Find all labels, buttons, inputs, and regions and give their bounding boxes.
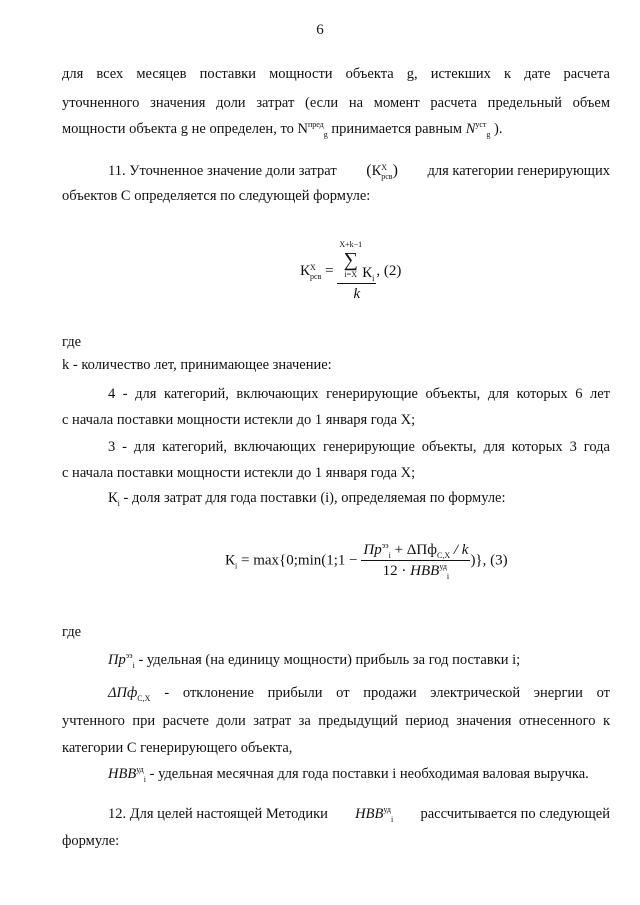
item-3-line-1: 3 - для категорий, включающих генерирующие объекты, для которых 3 года bbox=[108, 439, 610, 455]
f2-lhs-sup: X bbox=[310, 262, 316, 272]
p1-line-1: для всех месяцев поставки мощности объекта g, истекших к дате расчета bbox=[62, 66, 610, 82]
f3-dpf: + ΔПф bbox=[390, 542, 437, 558]
f3-pr-sub: i bbox=[388, 551, 391, 560]
k-sup: X bbox=[381, 162, 388, 172]
dpf-sym: ΔПф bbox=[108, 685, 138, 701]
dpf-definition-line-3: категории С генерирующего объекта, bbox=[62, 740, 293, 756]
k-sub: рсв bbox=[381, 171, 393, 181]
f2-den-k: k bbox=[353, 286, 361, 302]
f3-den-sup: уд bbox=[439, 562, 447, 571]
p12-line-1 bbox=[108, 806, 610, 823]
f2-numerator bbox=[337, 240, 376, 284]
p12-text-b: рассчитывается по следующей bbox=[420, 806, 610, 822]
ki-def-text: - доля затрат для года поставки (i), определяемая по формуле: bbox=[119, 490, 506, 506]
f2-lhs-sub: рсв bbox=[310, 271, 322, 281]
p11-text-b: для категории генерирующих bbox=[427, 162, 610, 179]
p1-line-3 bbox=[62, 121, 503, 138]
p1-line-2: уточненного значения доли затрат (если на момент расчета предельный объем bbox=[62, 95, 610, 111]
p12-text-a: 12. Для целей настоящей Методики bbox=[108, 806, 328, 822]
f2-sum-top: X+k−1 bbox=[339, 240, 363, 249]
dpf-definition-line-1 bbox=[108, 685, 610, 702]
item-4-line-2: с начала поставки мощности истекли до 1 января года X; bbox=[62, 412, 416, 428]
n-ust-sup: уст bbox=[475, 120, 487, 130]
f2-ki: К bbox=[362, 265, 373, 281]
f3-div-k: / k bbox=[450, 542, 469, 558]
p11-line-1 bbox=[108, 162, 610, 181]
hbb-sub: i bbox=[143, 774, 146, 784]
f3-den-12: 12 · bbox=[382, 563, 411, 579]
pr-def-text: - удельная (на единицу мощности) прибыль за год поставки i; bbox=[134, 652, 521, 668]
f2-sum bbox=[339, 240, 362, 280]
dpf-definition-line-2: учтенного при расчете доли затрат за предыдущий период значения отнесенного к bbox=[62, 713, 610, 729]
f3-den-hbb: НВВ bbox=[410, 563, 440, 579]
f3-denominator bbox=[361, 561, 470, 580]
f3-pr: Пр bbox=[363, 542, 382, 558]
pr-sub: i bbox=[132, 660, 135, 670]
k-letter: К bbox=[371, 163, 382, 179]
n-ust-sub: g bbox=[486, 129, 491, 139]
p12-hbb-sub: i bbox=[390, 814, 394, 824]
formula-2 bbox=[300, 240, 401, 303]
pr-definition bbox=[108, 652, 520, 669]
n-pred-sub: g bbox=[323, 129, 328, 139]
k-definition: k - количество лет, принимающее значение: bbox=[62, 357, 332, 373]
f3-pr-sup: ээ bbox=[381, 541, 389, 550]
hbb-sup: уд bbox=[136, 765, 144, 775]
f3-lhs: К bbox=[225, 552, 236, 569]
hbb-definition bbox=[108, 766, 589, 783]
f2-eq: = bbox=[325, 262, 334, 279]
dpf-def-text-1: - отклонение прибыли от продажи электрической энергии от bbox=[164, 685, 610, 701]
item-4-line-1: 4 - для категорий, включающих генерирующие объекты, для которых 6 лет bbox=[108, 386, 610, 402]
p1-line-3-end: ). bbox=[490, 121, 503, 137]
f2-number: , (2) bbox=[376, 262, 402, 279]
p12-hbb: НВВ bbox=[355, 806, 384, 822]
f2-denominator bbox=[337, 284, 376, 303]
dpf-sub: C,X bbox=[137, 693, 151, 703]
f3-mid: = max{0;min(1;1 − bbox=[237, 552, 362, 569]
f2-sum-symbol: ∑ bbox=[343, 249, 358, 271]
pr-symbol: Пр bbox=[108, 652, 126, 668]
p1-line-3-mid: принимается равным bbox=[327, 121, 466, 137]
pr-sup: ээ bbox=[125, 651, 133, 661]
k-rsv-symbol: (К X рсв ) bbox=[366, 162, 398, 181]
formula-3 bbox=[225, 542, 508, 580]
where-1: где bbox=[62, 334, 82, 350]
f3-number: )}, (3) bbox=[470, 552, 508, 569]
f3-numerator bbox=[361, 542, 470, 561]
ki-definition bbox=[108, 490, 506, 507]
where-2: где bbox=[62, 624, 82, 640]
p11-text-a: 11. Уточненное значение доли затрат bbox=[108, 162, 337, 179]
hbb-def-text: - удельная месячная для года поставки i необходимая валовая выручка. bbox=[146, 766, 589, 782]
p12-line-2: формуле: bbox=[62, 833, 120, 849]
hbb-symbol: НВВ bbox=[108, 766, 137, 782]
ki-letter: К bbox=[108, 490, 118, 506]
p12-hbb-sup: уд bbox=[383, 805, 391, 815]
p12-hbb-symbol bbox=[355, 806, 393, 823]
f2-sum-bottom: i=X bbox=[344, 270, 357, 279]
p11-line-2: объектов С определяется по следующей формуле: bbox=[62, 188, 371, 204]
f3-fraction bbox=[361, 542, 470, 580]
f3-den-sub: i bbox=[446, 572, 450, 581]
page-number: 6 bbox=[316, 22, 324, 38]
f2-ki-sub: i bbox=[372, 274, 375, 283]
dpf-symbol bbox=[108, 685, 150, 702]
ki-sub: i bbox=[117, 498, 120, 508]
n-ust: N bbox=[465, 121, 476, 137]
f2-fraction bbox=[337, 240, 376, 303]
f3-dpf-sub: C,X bbox=[436, 551, 451, 560]
item-3-line-2: с начала поставки мощности истекли до 1 января года X; bbox=[62, 465, 416, 481]
p1-line-3-text: мощности объекта g не определен, то N bbox=[62, 121, 308, 137]
n-pred-sup: пред bbox=[307, 120, 324, 130]
f2-lhs: К bbox=[300, 262, 311, 279]
f3-lhs-sub: i bbox=[235, 561, 238, 571]
